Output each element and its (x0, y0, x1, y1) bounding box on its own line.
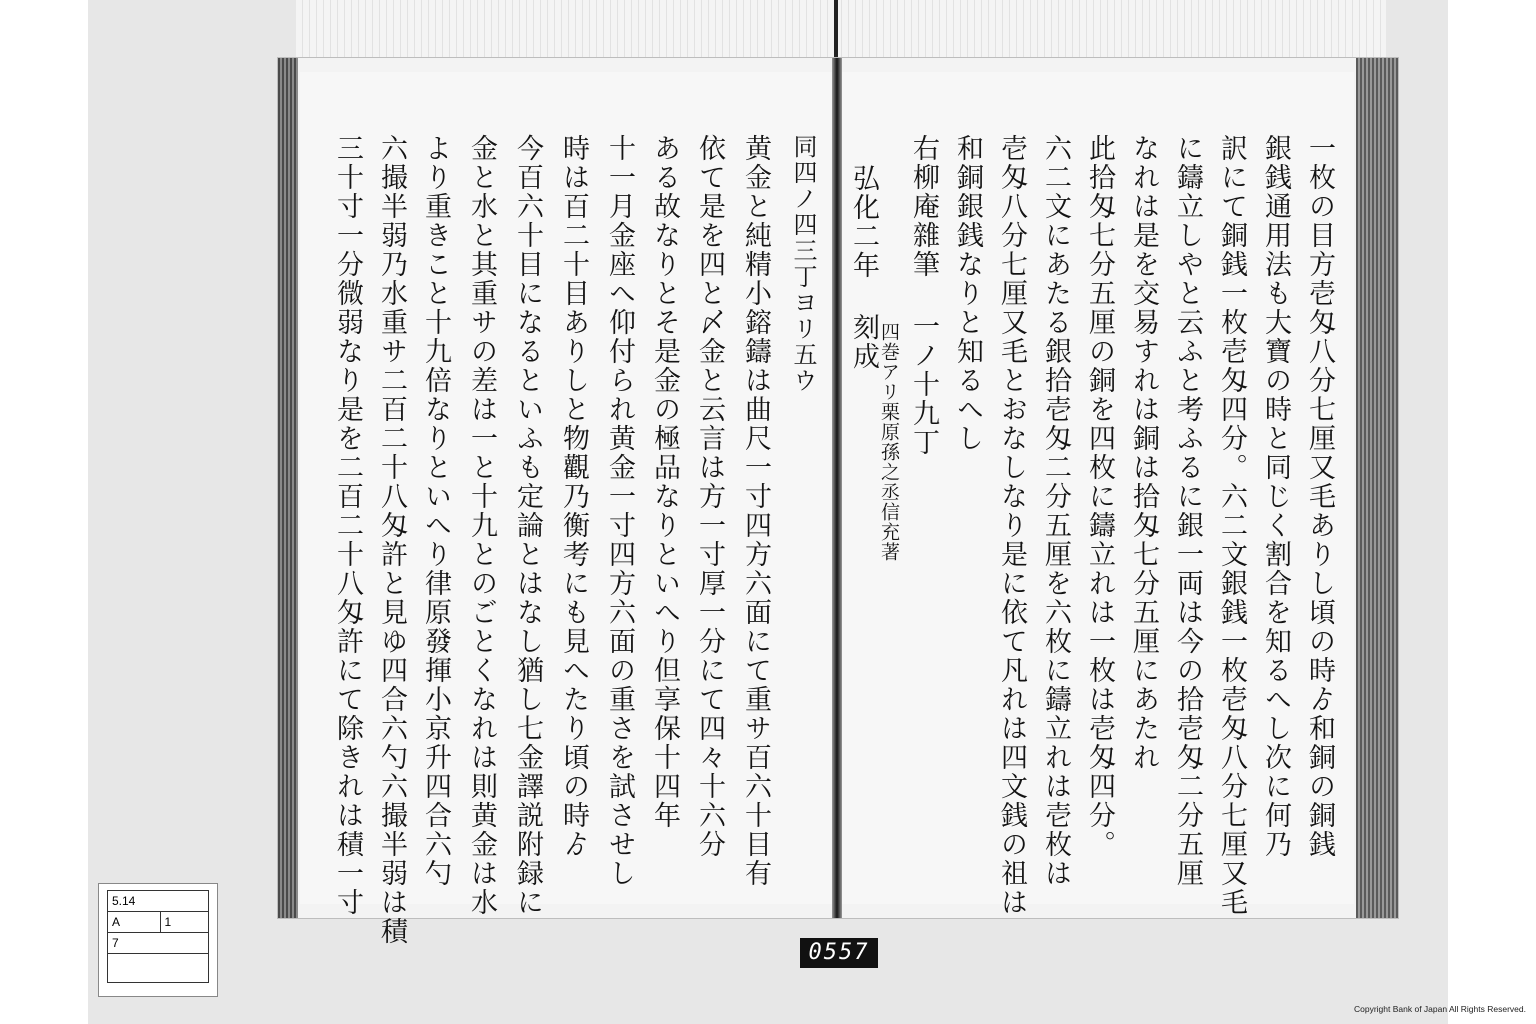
left-page-column: 今百六十目になるといふも定論とはなし猶し七金譯説附録に (512, 134, 543, 917)
left-page-column: 黄金と純精小鎔鑄は曲尺一寸四方六面にて重サ百六十目有 (740, 134, 771, 888)
right-page-column: に鑄立しやと云ふと考ふるに銀一両は今の拾壱匁二分五厘 (1172, 134, 1203, 888)
right-page-column: 和銅銀銭なりと知るへし (952, 134, 983, 453)
card-volume: 1 (160, 912, 208, 933)
card-code: 5.14 (108, 891, 209, 912)
right-page-column: 一枚の目方壱匁八分七厘又毛ありし頃の時ゟ和銅の銅銭 (1304, 134, 1335, 859)
book-gutter (832, 58, 842, 918)
left-page-column: 十一月金座へ仰付られ黄金一寸四方六面の重さを試させし (604, 134, 635, 888)
author-note: 四巻アリ栗原孫之丞信充著 (878, 322, 900, 562)
frame-number: 0557 (800, 938, 878, 968)
left-page-column: 時は百二十目ありしと物觀乃衡考にも見へたり頃の時ゟ (558, 134, 589, 859)
left-page-column: ある故なりとそ是金の極品なりといへり但享保十四年 (649, 134, 680, 830)
right-page-column: 訳にて銅銭一枚壱匁四分。六二文銀銭一枚壱匁八分七厘又毛 (1216, 134, 1247, 917)
left-page-column: より重きこと十九倍なりといへり律原發揮小京升四合六勺 (420, 134, 451, 888)
right-page-column: なれは是を交易すれは銅は拾匁七分五厘にあたれ (1128, 134, 1159, 772)
open-book (278, 58, 1398, 946)
left-page-column: 六撮半弱乃水重サ二百二十八匁許と見ゆ四合六勺六撮半弱は積 (376, 134, 407, 946)
page-stack-top (296, 0, 1386, 62)
left-page (300, 72, 832, 946)
right-page-column: 六二文にあたる銀拾壱匁二分五厘を六枚に鑄立れは壱枚は (1040, 134, 1071, 888)
source-citation: 右柳庵雜筆 一ノ十九丁 (908, 134, 939, 457)
binding-line (834, 0, 838, 62)
left-page-column: 依て是を四と〆金と云言は方一寸厚一分にて四々十六分 (694, 134, 725, 859)
right-page-column: 壱匁八分七厘又毛とおなしなり是に依て凡れは四文銭の祖は (996, 134, 1027, 917)
copyright-notice: Copyright Bank of Japan All Rights Reserved. (1354, 1004, 1526, 1014)
left-page-column: 金と水と其重サの差は一と十九とのごとくなれは則黄金は水 (466, 134, 497, 917)
book-edge-right (1356, 58, 1398, 918)
left-page-heading: 同四ノ四三丁ヨリ五ウ (789, 134, 817, 394)
card-series: A (108, 912, 161, 933)
right-page-column: 此拾匁七分五厘の銅を四枚に鑄立れは一枚は壱匁四分。 (1084, 134, 1115, 859)
calibration-card (98, 883, 218, 997)
publication-date: 弘化二年 刻成 (848, 164, 879, 371)
book-edge-left (278, 58, 298, 918)
right-page-column: 銀銭通用法も大寶の時と同じく割合を知るへし次に何乃 (1260, 134, 1291, 859)
left-page-column: 三十寸一分微弱なり是を二百二十八匁許にて除きれは積一寸 (332, 134, 363, 917)
card-blank (108, 954, 209, 983)
card-number: 7 (108, 933, 209, 954)
right-page (842, 72, 1354, 917)
